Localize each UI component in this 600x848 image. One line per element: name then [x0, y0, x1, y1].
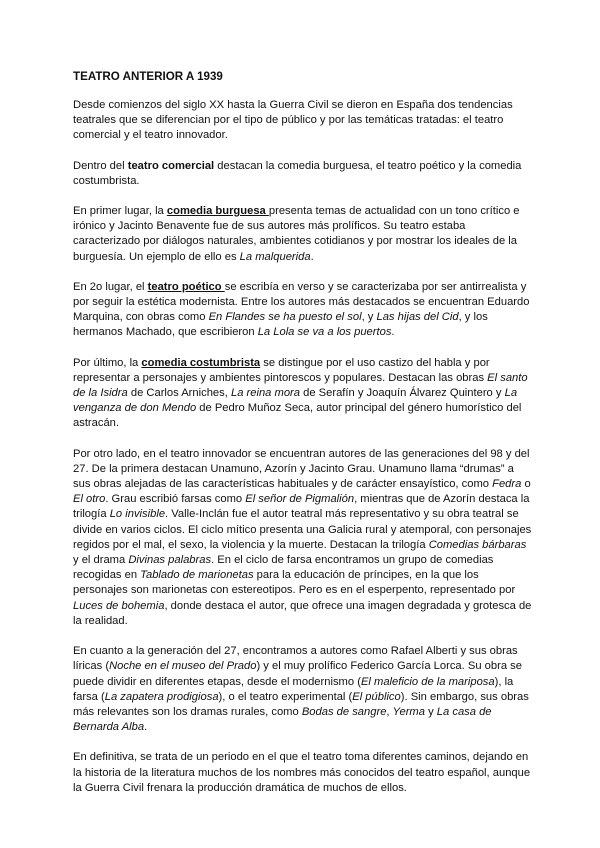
- work-title: La reina mora: [230, 387, 300, 400]
- work-title: Fedra: [492, 478, 522, 491]
- work-title: La zapatera prodigiosa: [104, 690, 219, 703]
- paragraph-bourgeois-comedy: En primer lugar, la comedia burguesa presenta temas de actualidad con un tono crítico e irónico y Jacinto Benavente fue de sus autores más prolíficos. Su teatro estaba caracterizado por diálogos naturales, ambientes cotidianos y por mostrar los ideales de la burguesía. Un ejemplo de ello es La malquerida.: [73, 205, 520, 263]
- work-title: Tablado de marionetas: [140, 569, 254, 582]
- term-comedia-burguesa: comedia burguesa: [166, 205, 269, 218]
- paragraph-innovative-theatre: Por otro lado, en el teatro innovador se encuentran autores de las generaciones del 98 y del 27. De la primera destacan Unamuno, Azorín y Jacinto Grau. Unamuno llama “drumas” a sus obras alejadas de las características habituales y de carácter ensayístico, como Fedra o El otro. Grau escribió farsas como El señor de Pigmalión, mientras que de Azorín destaca la trilogía Lo invisible. Valle-Inclán fue el autor teatral más representativo y su obra teatral se divide en varios ciclos. El ciclo mítico presenta una Galicia rural y atemporal, con personajes regidos por el mal, el sexo, la violencia y la muerte. Destacan la trilogía Comedias bárbaras y el drama Divinas palabras. En el ciclo de farsa encontramos un grupo de comedias recogidas en Tablado de marionetas para la educación de príncipes, en la que los personajes son marionetas con estereotipos. Pero es en el esperpento, representado por Luces de bohemia, donde destaca el autor, que ofrece una imagen degradada y grotesca de la realidad.: [73, 447, 532, 627]
- paragraph-commercial-theatre: Dentro del teatro comercial destacan la comedia burguesa, el teatro poético y la comedia costumbrista.: [73, 159, 522, 187]
- work-title: Noche en el museo del Prado: [109, 660, 257, 673]
- work-title: El público: [352, 690, 401, 703]
- work-title: La Lola se va a los puertos: [257, 326, 392, 339]
- term-teatro-comercial: teatro comercial: [127, 159, 215, 172]
- work-title: El santo de la Isidra: [73, 371, 528, 400]
- work-title: Comedias bárbaras: [428, 538, 527, 551]
- paragraph-intro: Desde comienzos del siglo XX hasta la Guerra Civil se dieron en España dos tendencias teatrales que se diferencian por el tipo de público y por las temáticas tratadas: el teatro comercial y el teatro innovador.: [73, 99, 513, 142]
- work-title: Divinas palabras: [128, 554, 212, 567]
- paragraph-conclusion: En definitiva, se trata de un periodo en el que el teatro toma diferentes caminos, dejando en la historia de la literatura muchos de los nombres más conocidos del teatro español, aunque la Guerra Civil frenara la producción dramática de muchos de ellos.: [73, 751, 531, 794]
- work-title: El señor de Pigmalión: [245, 493, 355, 506]
- document-title: TEATRO ANTERIOR A 1939: [73, 70, 223, 83]
- term-comedia-costumbrista: comedia costumbrista: [141, 356, 261, 369]
- work-title: Las hijas del Cid: [376, 311, 459, 324]
- paragraph-generation-27: En cuanto a la generación del 27, encontramos a autores como Rafael Alberti y sus obras líricas (Noche en el museo del Prado) y el muy prolífico Federico García Lorca. Su obra se puede dividir en diferentes etapas, desde el modernismo (El maleficio de la mariposa), la farsa (La zapatera prodigiosa), o el teatro experimental (El público). Sin embargo, sus obras más relevantes son los dramas rurales, como Bodas de sangre, Yerma y La casa de Bernarda Alba.: [73, 645, 529, 734]
- paragraph-poetic-theatre: En 2o lugar, el teatro poético se escribía en verso y se caracterizaba por ser antirrealista y por seguir la estética modernista. Entre los autores más destacados se encuentran Eduardo Marquina, con obras como En Flandes se ha puesto el sol, y Las hijas del Cid, y los hermanos Machado, que escribieron La Lola se va a los puertos.: [73, 280, 530, 339]
- work-title: Lo invisible: [109, 508, 166, 521]
- work-title: El otro: [73, 493, 106, 506]
- work-title: La malquerida: [239, 250, 311, 263]
- term-teatro-poetico: teatro poético: [147, 280, 225, 293]
- work-title: Yerma: [392, 705, 425, 718]
- paragraph-costumbrista-comedy: Por último, la comedia costumbrista se distingue por el uso castizo del habla y por representar a personajes y ambientes pintorescos y populares. Destacan las obras El santo de la Isidra de Carlos Arniches, La reina mora de Serafín y Joaquín Álvarez Quintero y La venganza de don Mendo de Pedro Muñoz Seca, autor principal del género humorístico del astracán.: [73, 356, 528, 430]
- work-title: Luces de bohemia: [73, 599, 165, 612]
- work-title: Bodas de sangre: [301, 705, 387, 718]
- work-title: En Flandes se ha puesto el sol: [208, 311, 362, 324]
- work-title: La casa de Bernarda Alba: [73, 705, 492, 734]
- work-title: La venganza de don Mendo: [73, 387, 518, 415]
- work-title: El maleficio de la mariposa: [360, 675, 495, 688]
